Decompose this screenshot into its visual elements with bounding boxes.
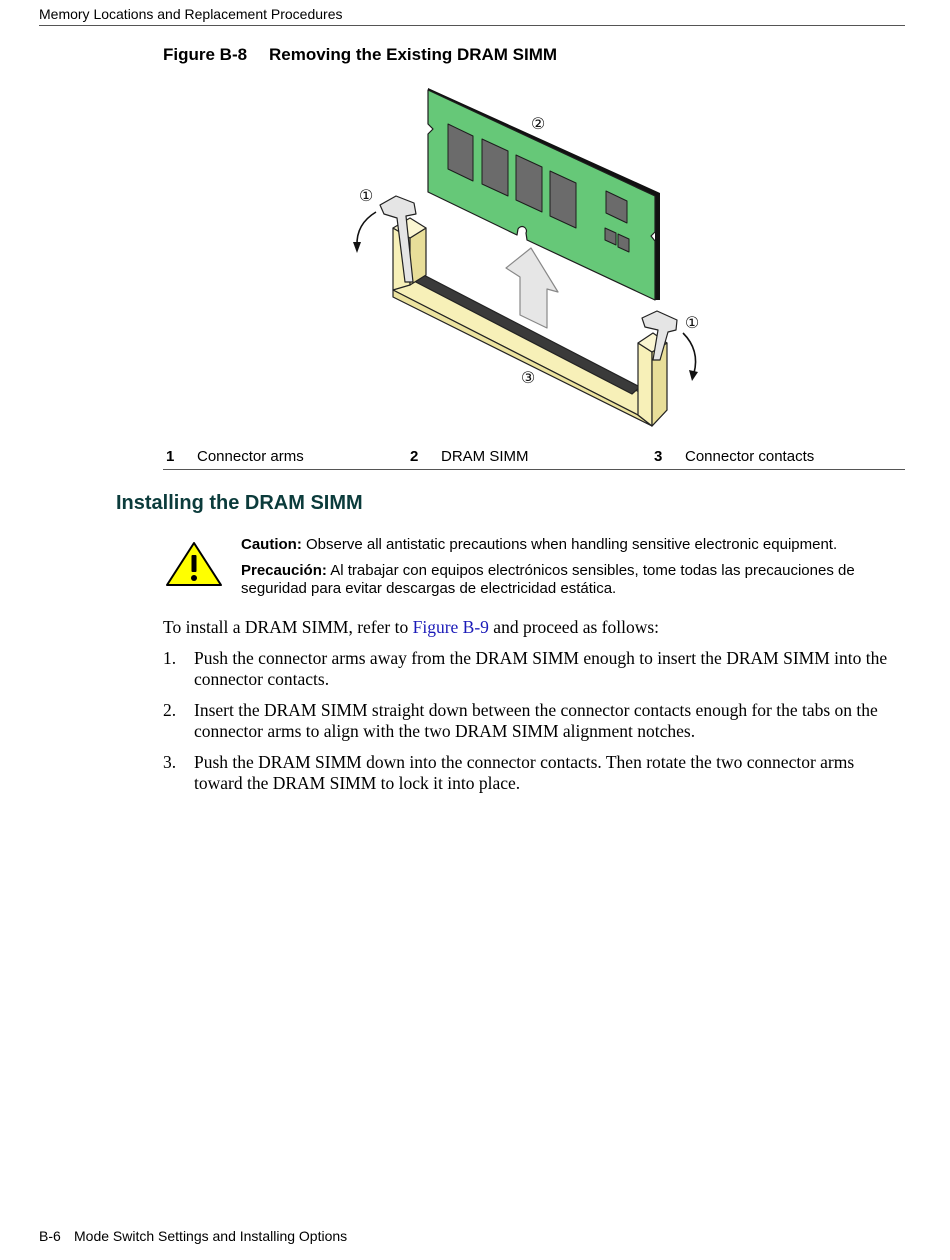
figure-title [163,45,557,65]
page-number: B-6 [39,1228,61,1244]
step-text: Push the DRAM SIMM down into the connector contacts. Then rotate the two connector arms toward the DRAM SIMM to lock it into place. [194,752,855,793]
step-text: Insert the DRAM SIMM straight down between the connector contacts enough for the tabs on the connector arms to align with the two DRAM SIMM alignment notches. [194,700,878,741]
step-number: 2. [163,700,177,720]
running-footer-title: Mode Switch Settings and Installing Options [74,1228,348,1244]
right-post-front [638,343,652,426]
legend-item-connector-arms [166,448,304,466]
precaucion-note [241,562,905,598]
section-heading: Installing the DRAM SIMM [116,492,363,514]
precaucion-text: Al trabajar con equipos electrónicos sensibles, tome todas las precauciones de seguridad para evitar descargas de electricidad estática. [241,562,855,597]
arrowhead-left [353,242,361,253]
caution-lead: Caution: [241,536,302,553]
step-text: Push the connector arms away from the DRAM SIMM enough to insert the DRAM SIMM into the connector contacts. [194,648,888,689]
legend-label: DRAM SIMM [441,448,529,465]
callout-simm: ② [530,114,546,133]
caution-block [241,536,905,606]
callout-arm-left: ① [358,186,374,205]
intro-after: and proceed as follows: [493,617,660,637]
running-header-title: Memory Locations and Replacement Procedures [39,6,343,22]
step-item [163,700,905,742]
step-item [163,648,905,690]
figure-legend [163,448,905,470]
legend-label: Connector arms [197,448,304,465]
step-number: 1. [163,648,177,668]
legend-number: 1 [166,448,175,465]
intro-before: To install a DRAM SIMM, refer to [163,617,409,637]
callout-arm-right: ① [684,313,700,332]
install-steps [163,648,905,804]
running-footer [39,1228,347,1244]
step-number: 3. [163,752,177,772]
figure-caption: Removing the Existing DRAM SIMM [269,45,558,64]
figure-b9-link[interactable]: Figure B-9 [412,617,489,637]
simm-removal-illustration [340,82,720,432]
warning-triangle-icon [164,540,224,588]
figure-number: Figure B-8 [163,45,248,64]
precaucion-lead: Precaución: [241,562,327,579]
lift-arrow [506,248,558,328]
legend-number: 2 [410,448,419,465]
intro-paragraph [163,617,905,638]
rotate-arrow-right [683,333,696,373]
legend-number: 3 [654,448,663,465]
caution-note [241,536,905,554]
legend-label: Connector contacts [685,448,815,465]
rotate-arrow-left [357,212,376,246]
step-item [163,752,905,794]
legend-item-dram-simm [410,448,529,466]
callout-contacts: ③ [520,368,536,387]
running-header [39,6,905,26]
arrowhead-right [689,370,698,381]
caution-text: Observe all antistatic precautions when handling sensitive electronic equipment. [306,536,838,553]
legend-item-connector-contacts [654,448,814,466]
